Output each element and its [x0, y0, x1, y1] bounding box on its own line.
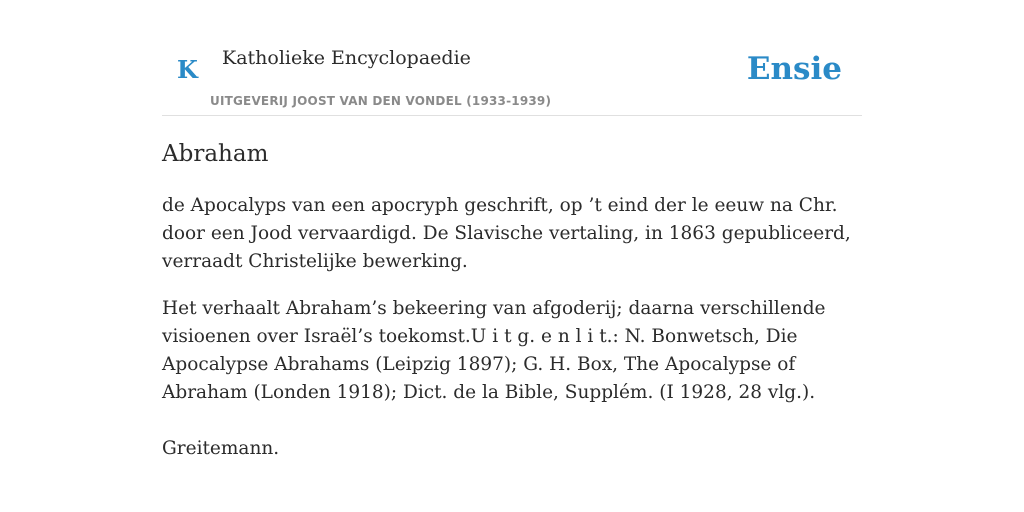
- article-paragraph: Het verhaalt Abraham’s bekeering van afgoderij; daarna verschillende visioenen over Israël’s toekomst.U i t g. e n l i t.: N. Bonwetsch, Die Apocalypse Abrahams (Leipzig 1897); G. H. Box, The Apocalypse of Abraham (Londen 1918); Dict. de la Bible, Supplém. (I 1928, 28 vlg.).: [162, 298, 826, 403]
- article-paragraph: de Apocalyps van een apocryph geschrift, op ’t eind der le eeuw na Chr. door een Jood vervaardigd. De Slavische vertaling, in 1863 gepubliceerd, verraadt Christelijke bewerking.: [162, 195, 851, 272]
- publisher-label: UITGEVERIJ JOOST VAN DEN VONDEL (1933-1939): [210, 94, 552, 108]
- header: [162, 0, 862, 116]
- ensie-logo-link[interactable]: Ensie: [746, 51, 842, 87]
- book-logo[interactable]: K: [177, 55, 198, 84]
- article-title: Abraham: [162, 141, 269, 167]
- page: [162, 0, 862, 512]
- book-title[interactable]: Katholieke Encyclopaedie: [222, 47, 471, 69]
- article-author: Greitemann.: [162, 438, 280, 459]
